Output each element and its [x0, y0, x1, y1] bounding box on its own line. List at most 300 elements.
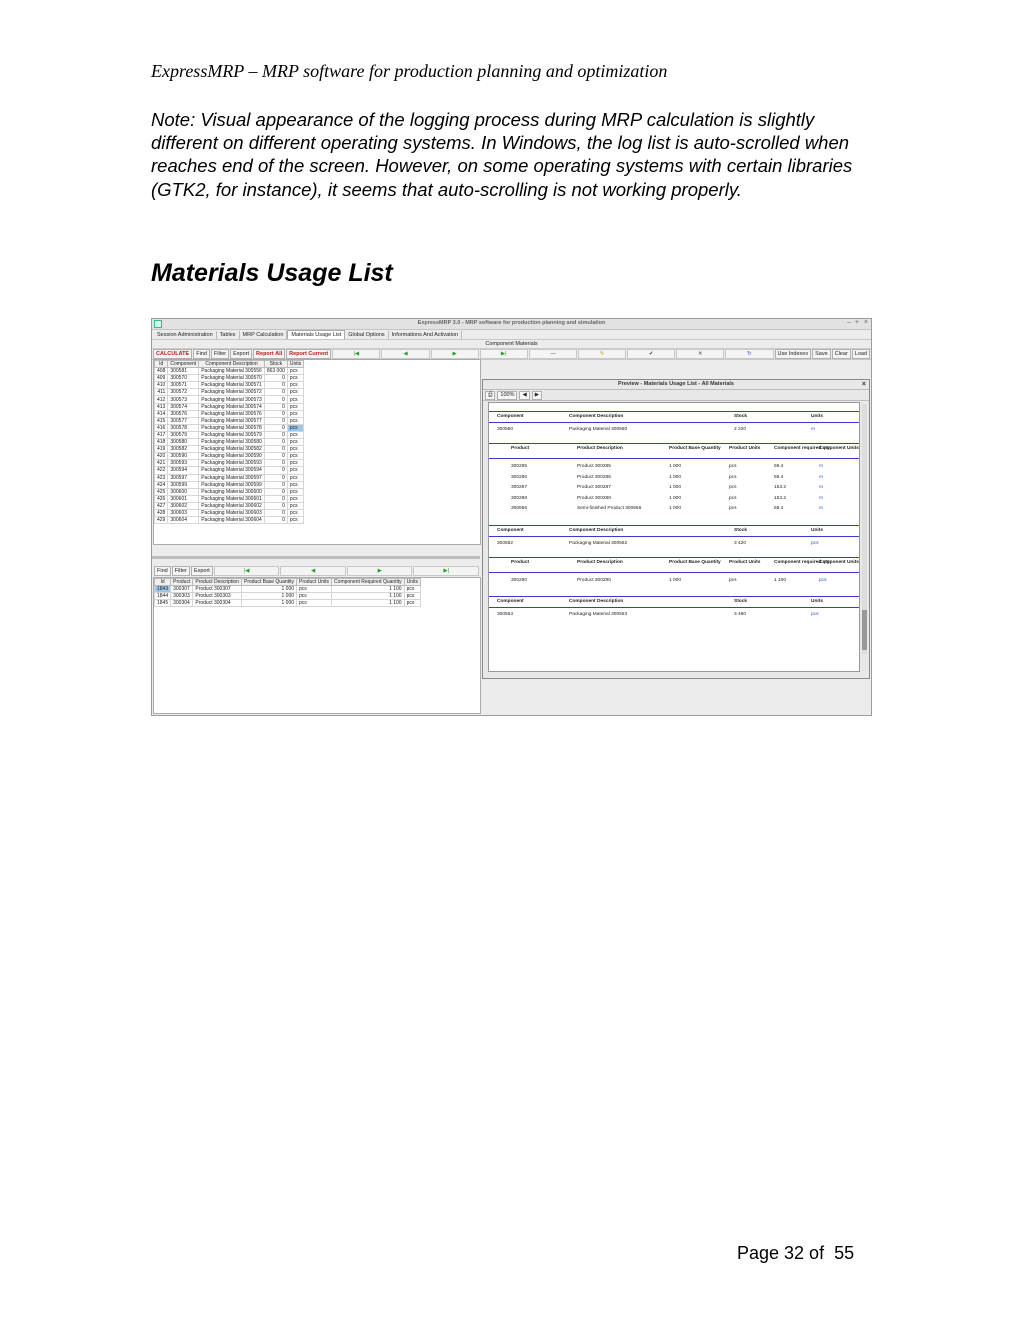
report-component-row	[489, 427, 859, 434]
table-cell[interactable]: 300600	[168, 488, 199, 495]
table-cell[interactable]: 1 100	[332, 600, 405, 607]
table-cell[interactable]: 0	[264, 417, 287, 424]
preview-title-text: Preview - Materials Usage List - All Materials	[618, 381, 734, 387]
table-cell[interactable]: 0	[264, 424, 287, 431]
report-component-header	[489, 525, 859, 537]
preview-close-icon[interactable]: ×	[861, 381, 866, 388]
table-row[interactable]	[155, 460, 304, 467]
report-text: pcs	[811, 612, 819, 617]
table-cell[interactable]: 1 000	[242, 586, 297, 593]
table-cell[interactable]: 418	[155, 439, 168, 446]
report-text: pcs	[729, 495, 737, 501]
report-text: 1 000	[669, 495, 682, 501]
table-cell[interactable]: Packaging Material 300580	[199, 439, 265, 446]
table-cell[interactable]: 0	[264, 382, 287, 389]
report-text: pcs	[729, 464, 737, 469]
report-component-header	[489, 596, 859, 608]
table-row[interactable]	[155, 488, 304, 495]
table-cell[interactable]: 413	[155, 403, 168, 410]
table-cell[interactable]: Packaging Material 300604	[199, 517, 265, 524]
table-cell[interactable]: pcs	[287, 389, 303, 396]
report-text: Semi-finished Product 300656	[577, 506, 642, 511]
app-titlebar	[152, 319, 871, 330]
report-text: Stock	[734, 414, 748, 419]
app-title: ExpressMRP 3.0 - MRP software for production planning and simulation	[417, 320, 606, 326]
table-row[interactable]	[155, 446, 304, 453]
report-text: 1 000	[669, 485, 682, 490]
table-cell[interactable]: Packaging Material 300578	[199, 424, 265, 431]
report-text: Product 300285	[577, 464, 611, 469]
table-cell[interactable]: pcs	[287, 453, 303, 460]
components-grid	[153, 359, 481, 545]
table-cell[interactable]: 300603	[168, 509, 199, 516]
report-product-row	[489, 496, 859, 503]
report-text: Units	[811, 599, 823, 604]
table-cell[interactable]: pcs	[287, 382, 303, 389]
table-cell[interactable]: 0	[264, 481, 287, 488]
table-cell[interactable]: 300573	[168, 396, 199, 403]
report-text: Product 300288	[577, 495, 611, 501]
table-cell[interactable]: 427	[155, 502, 168, 509]
table-cell[interactable]: 300579	[168, 431, 199, 438]
report-text: m	[819, 474, 823, 480]
report-text: pcs	[729, 474, 737, 480]
prev-record-icon[interactable]: ◀	[381, 349, 429, 359]
table-cell[interactable]: 0	[264, 467, 287, 474]
report-text: 300288	[511, 495, 528, 501]
table-cell[interactable]: pcs	[287, 410, 303, 417]
table-cell[interactable]: 409	[155, 375, 168, 382]
table-row[interactable]	[155, 424, 304, 431]
preview-scroll-thumb[interactable]	[862, 610, 867, 650]
table-row[interactable]	[155, 417, 304, 424]
report-text: 3 480	[734, 612, 747, 617]
table-cell[interactable]: 425	[155, 488, 168, 495]
table-cell[interactable]: 429	[155, 517, 168, 524]
maximize-icon[interactable]: +	[854, 319, 859, 326]
table-cell[interactable]: 300574	[168, 403, 199, 410]
report-text: 300656	[511, 506, 528, 511]
table-cell[interactable]: 0	[264, 389, 287, 396]
preview-next-page-icon[interactable]: ▶	[532, 391, 542, 400]
table-cell[interactable]: 1 000	[242, 600, 297, 607]
table-row[interactable]	[155, 368, 304, 375]
table-row[interactable]	[155, 403, 304, 410]
report-text: 59.4	[774, 474, 784, 480]
menu-materials-usage-list[interactable]: Materials Usage List	[287, 330, 345, 339]
table-cell[interactable]: 421	[155, 460, 168, 467]
table-cell[interactable]: Packaging Material 300574	[199, 403, 265, 410]
table-cell[interactable]: 0	[264, 439, 287, 446]
table-cell[interactable]: Packaging Material 300601	[199, 495, 265, 502]
table-cell[interactable]: pcs	[287, 396, 303, 403]
table-cell[interactable]: Packaging Material 300572	[199, 389, 265, 396]
last-record-icon[interactable]: ▶|	[480, 349, 528, 359]
app-screenshot	[151, 318, 872, 716]
report-text: Stock	[734, 599, 748, 604]
report-text: Units	[811, 527, 823, 533]
report-text: 300285	[511, 464, 528, 469]
table-cell[interactable]: 1 100	[332, 586, 405, 593]
col-product-description[interactable]: Product Description	[193, 579, 242, 586]
col-id[interactable]: Id	[155, 579, 171, 586]
products-grid	[153, 577, 481, 714]
table-cell[interactable]: 300593	[168, 460, 199, 467]
table-cell[interactable]: Product 300304	[193, 600, 242, 607]
menu-tables[interactable]: Tables	[217, 331, 240, 339]
table-cell[interactable]: 0	[264, 502, 287, 509]
table-cell[interactable]: 300581	[168, 368, 199, 375]
report-text: Product Base Quantity	[669, 446, 721, 451]
table-row[interactable]	[155, 600, 421, 607]
table-row[interactable]	[155, 431, 304, 438]
report-text: Packaging Material 300553	[569, 612, 628, 617]
table-row[interactable]	[155, 586, 421, 593]
report-text: Product 300286	[577, 474, 611, 480]
refresh-icon[interactable]: ↻	[725, 349, 773, 359]
table-cell[interactable]: Packaging Material 300582	[199, 446, 265, 453]
report-text: m	[811, 427, 815, 432]
report-product-header	[489, 557, 859, 573]
table-row[interactable]	[155, 396, 304, 403]
lower-toolbar	[154, 566, 480, 575]
page-footer: Page 32 of 55	[737, 1243, 855, 1263]
report-text: pcs	[811, 540, 819, 546]
table-row[interactable]	[155, 375, 304, 382]
table-cell[interactable]: 415	[155, 417, 168, 424]
report-text: Product 300290	[577, 577, 611, 583]
table-cell[interactable]: 300597	[168, 474, 199, 481]
table-cell[interactable]: 300304	[171, 600, 193, 607]
table-cell[interactable]: 408	[155, 368, 168, 375]
table-row[interactable]	[155, 439, 304, 446]
table-cell[interactable]: 422	[155, 467, 168, 474]
table-cell[interactable]: 1844	[155, 593, 171, 600]
report-text: Packaging Material 300552	[569, 540, 628, 546]
next-record-icon[interactable]: ▶	[431, 349, 479, 359]
report-text: pcs	[729, 506, 737, 511]
report-all-button[interactable]: Report All	[253, 349, 285, 359]
table-cell[interactable]: 1845	[155, 600, 171, 607]
table-row[interactable]	[155, 502, 304, 509]
use-indexes-checkbox[interactable]: Use Indexes	[775, 349, 812, 359]
table-row[interactable]	[155, 467, 304, 474]
table-cell[interactable]: 1 000	[242, 593, 297, 600]
lower-export-button[interactable]: Export	[191, 566, 213, 576]
lower-first-icon[interactable]: |◀	[214, 566, 280, 576]
table-cell[interactable]: Packaging Material 300570	[199, 375, 265, 382]
report-text: m	[819, 464, 823, 469]
table-cell[interactable]: 0	[264, 517, 287, 524]
col-units[interactable]: Units	[287, 361, 303, 368]
report-text: 1 000	[669, 474, 682, 480]
table-cell[interactable]: 414	[155, 410, 168, 417]
table-cell[interactable]: 863 000	[264, 368, 287, 375]
table-cell[interactable]: pcs	[287, 375, 303, 382]
report-text: Component required qty	[774, 446, 830, 451]
table-cell[interactable]: Product 300307	[193, 586, 242, 593]
report-component-header	[489, 411, 859, 423]
table-row[interactable]	[155, 389, 304, 396]
preview-prev-page-icon[interactable]: ◀	[519, 391, 529, 400]
lower-prev-icon[interactable]: ◀	[280, 566, 346, 576]
report-text: Component	[497, 414, 524, 419]
table-cell[interactable]: pcs	[287, 509, 303, 516]
table-cell[interactable]: pcs	[287, 495, 303, 502]
report-text: pcs	[729, 577, 737, 583]
cancel-icon[interactable]: ✕	[676, 349, 724, 359]
table-cell[interactable]: 1 100	[332, 593, 405, 600]
table-cell[interactable]: pcs	[287, 460, 303, 467]
report-text: m	[819, 495, 823, 501]
table-cell[interactable]: 411	[155, 389, 168, 396]
table-cell[interactable]: pcs	[287, 446, 303, 453]
table-cell[interactable]: pcs	[287, 424, 303, 431]
table-cell[interactable]: Packaging Material 300597	[199, 474, 265, 481]
table-cell[interactable]: 300602	[168, 502, 199, 509]
report-text: Component Units	[819, 446, 859, 451]
table-cell[interactable]: 426	[155, 495, 168, 502]
table-cell[interactable]: 428	[155, 509, 168, 516]
table-cell[interactable]: pcs	[287, 474, 303, 481]
lower-find-button[interactable]: Find	[154, 566, 171, 576]
report-text: m	[819, 506, 823, 511]
report-text: 3 420	[734, 540, 747, 546]
report-text: Packaging Material 300550	[569, 427, 628, 432]
col-product-base-quantity[interactable]: Product Base Quantity	[242, 579, 297, 586]
col-component[interactable]: Component	[168, 361, 199, 368]
report-text: Component Description	[569, 599, 624, 604]
table-cell[interactable]: Packaging Material 300579	[199, 431, 265, 438]
print-icon[interactable]: ⎙	[485, 391, 495, 400]
col-component-required-quantity[interactable]: Component Required Quantity	[332, 579, 405, 586]
report-text: Stock	[734, 527, 748, 533]
report-text: Product Base Quantity	[669, 559, 721, 565]
table-row[interactable]	[155, 453, 304, 460]
table-cell[interactable]: pcs	[404, 586, 420, 593]
report-text: Product Description	[577, 559, 623, 565]
table-cell[interactable]: 0	[264, 403, 287, 410]
table-cell[interactable]: Packaging Material 300594	[199, 467, 265, 474]
report-text: Component required qty	[774, 559, 830, 565]
table-row[interactable]	[155, 474, 304, 481]
report-text: 300553	[497, 612, 514, 617]
table-row[interactable]	[155, 517, 304, 524]
table-cell[interactable]: pcs	[287, 439, 303, 446]
report-current-button[interactable]: Report Current	[286, 349, 331, 359]
table-cell[interactable]: 0	[264, 396, 287, 403]
lower-last-icon[interactable]: ▶|	[413, 566, 479, 576]
table-cell[interactable]: 417	[155, 431, 168, 438]
report-preview-window	[482, 379, 870, 679]
report-text: 1 000	[669, 577, 682, 583]
table-cell[interactable]: Packaging Material 300571	[199, 382, 265, 389]
table-cell[interactable]: Packaging Material 300576	[199, 410, 265, 417]
report-product-row	[489, 506, 859, 513]
report-text: 153.2	[774, 485, 787, 490]
table-cell[interactable]: Packaging Material 300603	[199, 509, 265, 516]
table-cell[interactable]: pcs	[287, 403, 303, 410]
table-cell[interactable]: 300570	[168, 375, 199, 382]
report-text: pcs	[729, 485, 737, 490]
report-text: 59.4	[774, 506, 784, 511]
table-cell[interactable]: 300303	[171, 593, 193, 600]
table-cell[interactable]: 419	[155, 446, 168, 453]
table-cell[interactable]: pcs	[404, 600, 420, 607]
table-cell[interactable]: pcs	[297, 593, 332, 600]
table-cell[interactable]: 412	[155, 396, 168, 403]
menu-global-options[interactable]: Global Options	[345, 331, 388, 339]
report-product-row	[489, 485, 859, 492]
table-cell[interactable]: 300582	[168, 446, 199, 453]
report-text: Product Description	[577, 446, 623, 451]
table-cell[interactable]: Packaging Material 300573	[199, 396, 265, 403]
report-page	[488, 402, 860, 672]
report-text: 153.2	[774, 495, 787, 501]
filter-button[interactable]: Filter	[211, 349, 229, 359]
report-product-row	[489, 475, 859, 482]
report-product-row	[489, 578, 859, 585]
find-button[interactable]: Find	[193, 349, 210, 359]
table-cell[interactable]: 416	[155, 424, 168, 431]
report-text: Product 300287	[577, 485, 611, 490]
minus-icon[interactable]: —	[529, 349, 577, 359]
table-cell[interactable]: Packaging Material 300600	[199, 488, 265, 495]
table-cell[interactable]: 0	[264, 446, 287, 453]
table-row[interactable]	[155, 509, 304, 516]
report-text: pcs	[819, 577, 827, 583]
table-cell[interactable]: 420	[155, 453, 168, 460]
table-cell[interactable]: 0	[264, 453, 287, 460]
table-cell[interactable]: 0	[264, 488, 287, 495]
table-cell[interactable]: pcs	[287, 467, 303, 474]
table-cell[interactable]: pcs	[404, 593, 420, 600]
table-cell[interactable]: 1843	[155, 586, 171, 593]
minimize-icon[interactable]: –	[847, 319, 851, 326]
table-cell[interactable]: 300307	[171, 586, 193, 593]
table-cell[interactable]: pcs	[287, 502, 303, 509]
report-text: 300286	[511, 474, 528, 480]
load-button[interactable]: Load	[852, 349, 870, 359]
report-text: Component	[497, 599, 524, 604]
table-row[interactable]	[155, 382, 304, 389]
table-cell[interactable]: Product 300303	[193, 593, 242, 600]
table-cell[interactable]: 0	[264, 509, 287, 516]
lower-next-icon[interactable]: ▶	[347, 566, 413, 576]
table-cell[interactable]: 423	[155, 474, 168, 481]
table-cell[interactable]: 300576	[168, 410, 199, 417]
report-product-row	[489, 464, 859, 471]
export-button[interactable]: Export	[230, 349, 252, 359]
table-cell[interactable]: 410	[155, 382, 168, 389]
report-component-row	[489, 541, 859, 548]
table-cell[interactable]: 300590	[168, 453, 199, 460]
preview-title	[483, 380, 869, 390]
col-stock[interactable]: Stock	[264, 361, 287, 368]
col-product[interactable]: Product	[171, 579, 193, 586]
close-icon[interactable]: ×	[863, 319, 868, 326]
table-cell[interactable]: Packaging Material 300599	[199, 481, 265, 488]
report-text: Component Units	[819, 559, 859, 565]
table-row[interactable]	[155, 410, 304, 417]
report-component-row	[489, 612, 859, 619]
table-cell[interactable]: 0	[264, 375, 287, 382]
report-text: 2 220	[734, 427, 747, 432]
table-cell[interactable]: 300604	[168, 517, 199, 524]
report-text: 1 000	[669, 464, 682, 469]
col-product-units[interactable]: Product Units	[297, 579, 332, 586]
table-cell[interactable]: Packaging Material 300590	[199, 453, 265, 460]
report-text: Component Description	[569, 414, 624, 419]
table-cell[interactable]: 0	[264, 495, 287, 502]
table-cell[interactable]: 0	[264, 474, 287, 481]
calculate-button[interactable]: CALCULATE	[153, 349, 192, 359]
table-cell[interactable]: 300578	[168, 424, 199, 431]
table-row[interactable]	[155, 481, 304, 488]
table-cell[interactable]: Packaging Material 300593	[199, 460, 265, 467]
table-cell[interactable]: pcs	[287, 517, 303, 524]
report-text: 300287	[511, 485, 528, 490]
report-text: 300552	[497, 540, 514, 546]
report-text: 1 000	[669, 506, 682, 511]
table-cell[interactable]: 300572	[168, 389, 199, 396]
menu-session-admin[interactable]: Session Administration	[154, 331, 217, 339]
report-text: Units	[811, 414, 823, 419]
col-component-description[interactable]: Component Description	[199, 361, 265, 368]
table-cell[interactable]: pcs	[287, 488, 303, 495]
table-cell[interactable]: Packaging Material 300556	[199, 368, 265, 375]
table-cell[interactable]: Packaging Material 300602	[199, 502, 265, 509]
table-cell[interactable]: Packaging Material 300577	[199, 417, 265, 424]
table-cell[interactable]: 0	[264, 460, 287, 467]
table-row[interactable]	[155, 593, 421, 600]
preview-toolbar	[483, 390, 869, 401]
table-cell[interactable]: pcs	[287, 417, 303, 424]
menu-informations-activation[interactable]: Informations And Activation	[389, 331, 462, 339]
menu-mrp-calculation[interactable]: MRP Calculation	[240, 331, 288, 339]
table-cell[interactable]: 424	[155, 481, 168, 488]
table-cell[interactable]: pcs	[287, 481, 303, 488]
table-cell[interactable]: 300601	[168, 495, 199, 502]
edit-icon[interactable]: ✎	[578, 349, 626, 359]
save-button[interactable]: Save	[812, 349, 831, 359]
table-cell[interactable]: pcs	[297, 600, 332, 607]
main-menubar	[152, 330, 871, 340]
note-paragraph: Note: Visual appearance of the logging process during MRP calculation is slightly different on different operating systems. In Windows, the log list is auto-scrolled when reaches end of the screen. However, on some operating systems with certain libraries (GTK2, for instance), it seems that auto-scrolling is not working properly.	[151, 109, 853, 200]
report-text: Product Units	[729, 446, 761, 451]
table-cell[interactable]: 300577	[168, 417, 199, 424]
lower-filter-button[interactable]: Filter	[172, 566, 190, 576]
table-cell[interactable]: pcs	[287, 431, 303, 438]
table-cell[interactable]: 300580	[168, 439, 199, 446]
clear-button[interactable]: Clear	[832, 349, 851, 359]
report-text: 300550	[497, 427, 514, 432]
table-cell[interactable]: 0	[264, 431, 287, 438]
table-row[interactable]	[155, 495, 304, 502]
col-id[interactable]: Id	[155, 361, 168, 368]
first-record-icon[interactable]: |◀	[332, 349, 380, 359]
check-icon[interactable]: ✔	[627, 349, 675, 359]
table-cell[interactable]: 300594	[168, 467, 199, 474]
table-cell[interactable]: 300571	[168, 382, 199, 389]
zoom-level[interactable]: 100%	[497, 391, 517, 400]
table-cell[interactable]: pcs	[287, 368, 303, 375]
table-cell[interactable]: 300599	[168, 481, 199, 488]
table-cell[interactable]: 0	[264, 410, 287, 417]
col-units[interactable]: Units	[404, 579, 420, 586]
table-cell[interactable]: pcs	[297, 586, 332, 593]
pane-splitter[interactable]	[152, 556, 480, 559]
